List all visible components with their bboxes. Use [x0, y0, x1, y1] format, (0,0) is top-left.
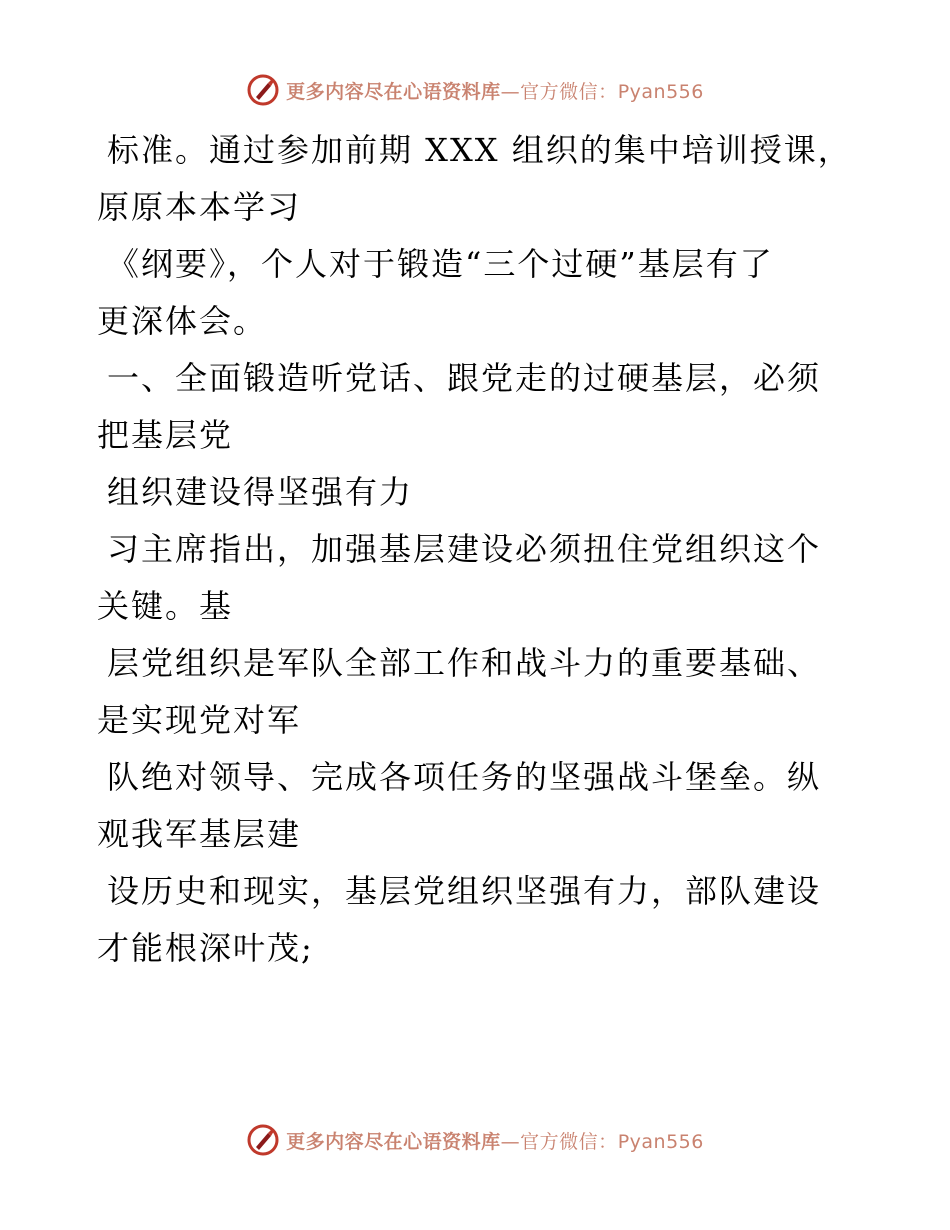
header-wechat-label: 官方微信： [520, 80, 618, 103]
pen-logo-icon [246, 73, 280, 107]
header-wechat-id: Pyan556 [617, 80, 704, 103]
body-line: 层党组织是军队全部工作和战斗力的重要基础、 [107, 644, 822, 682]
header-brand-text [286, 77, 704, 104]
footer-brand: 更多内容尽在心语资料库 [286, 1130, 501, 1153]
body-line: 才能根深叶茂; [97, 929, 314, 967]
header-banner-inner [246, 73, 704, 107]
body-line: 队绝对领导、完成各项任务的坚强战斗堡垒。纵 [107, 758, 822, 796]
footer-wechat-label: 官方微信： [520, 1130, 618, 1153]
body-line: 一、全面锻造听党话、跟党走的过硬基层，必须 [107, 359, 822, 397]
footer-banner [0, 1120, 950, 1160]
body-line: 标准。通过参加前期 XXX 组织的集中培训授课， [107, 131, 852, 169]
body-line: 《纲要》，个人对于锻造“三个过硬”基层有了 [107, 245, 774, 283]
body-line: 组织建设得坚强有力 [107, 473, 414, 511]
body-line: 设历史和现实，基层党组织坚强有力，部队建设 [107, 872, 822, 910]
pen-logo-icon [246, 1123, 280, 1157]
footer-separator: — [500, 1130, 521, 1153]
body-line: 习主席指出，加强基层建设必须扭住党组织这个 [107, 530, 822, 568]
body-line: 观我军基层建 [97, 815, 302, 853]
body-line: 关键。基 [97, 587, 234, 625]
header-banner [0, 70, 950, 110]
document-body [97, 122, 852, 977]
body-line: 原原本本学习 [97, 188, 302, 226]
footer-banner-inner [246, 1123, 704, 1157]
footer-wechat-id: Pyan556 [617, 1130, 704, 1153]
header-separator: — [500, 80, 521, 103]
header-brand: 更多内容尽在心语资料库 [286, 80, 501, 103]
footer-brand-text [286, 1127, 704, 1154]
body-line: 是实现党对军 [97, 701, 302, 739]
body-line: 更深体会。 [97, 302, 268, 340]
body-line: 把基层党 [97, 416, 234, 454]
